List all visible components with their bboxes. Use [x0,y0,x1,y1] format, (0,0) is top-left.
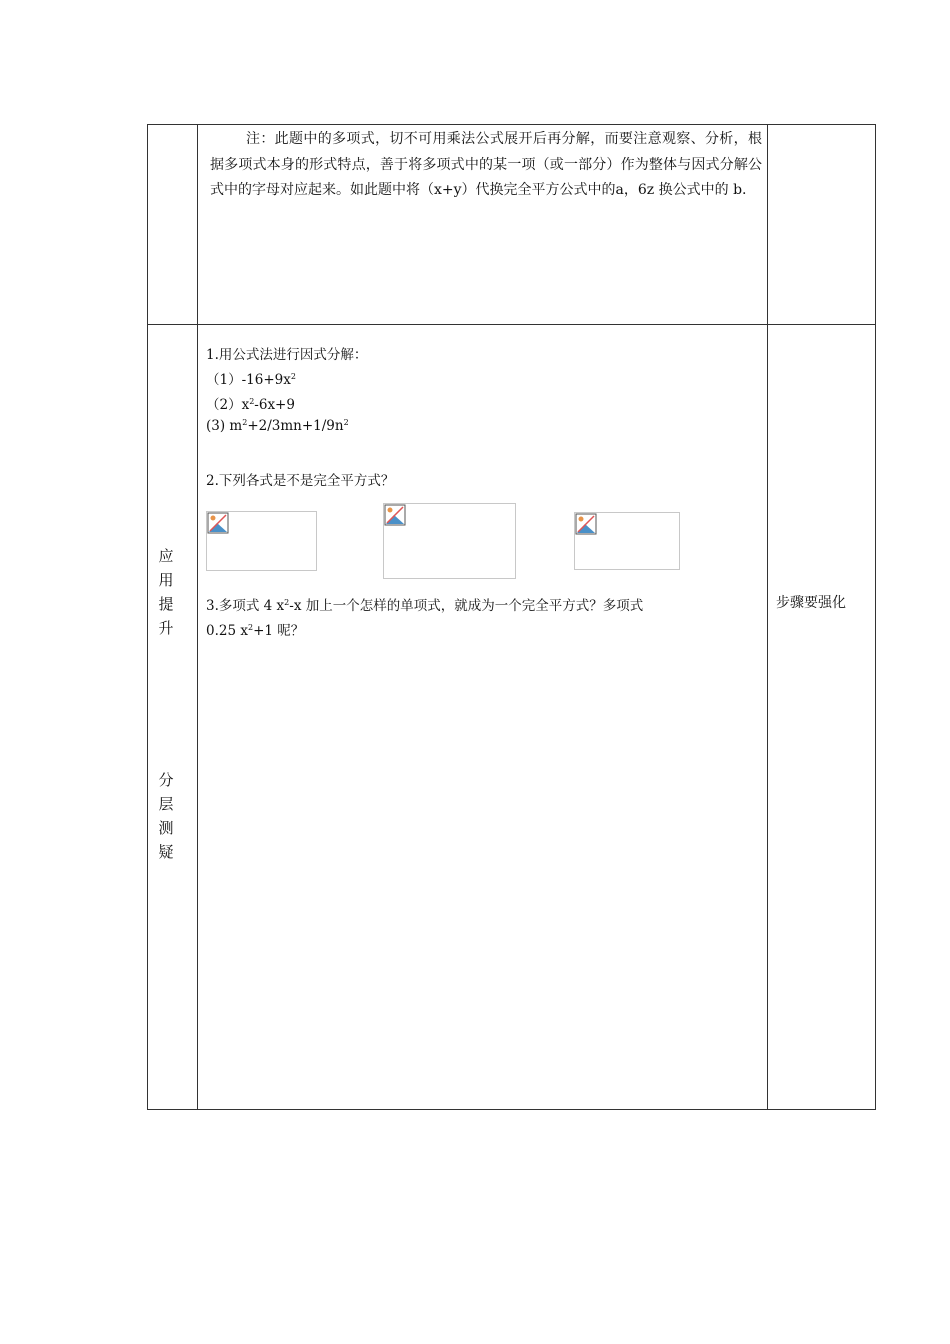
q1-item-1: $(1)-16+9x^2$ [206,372,296,388]
side-label-part2 [156,768,176,864]
note-text: 注：此题中的多项式，切不可用乘法公式展开后再分解，而要注意观察、分析，根据多项式本身的形式特点，善于将多项式中的某一项（或一部分）作为整体与因式分解公式中的字母对应起来。如此题中将（x+y）代换完全平方公式中的a，6z 换公式中的 b. [210,131,762,198]
side-char: 应 [158,547,174,565]
side-char: 提 [158,595,174,613]
q1-item-2: $(2)x^2-6x+9$ [206,397,295,413]
q3-line-2: 0.25 $x^2+1$ 呢？ [206,623,305,639]
formula-image-1 [206,511,317,571]
broken-image-icon [384,504,406,526]
q2-title: 2.下列各式是不是完全平方式？ [206,473,395,489]
side-char: 层 [158,795,174,813]
note-paragraph [210,127,762,204]
lesson-table [147,124,876,1110]
side-label-part1 [156,544,176,640]
q3-line-1: 3.多项式 4 $x^2-x$ 加上一个怎样的单项式，就成为一个完全平方式？多项式 [206,598,644,614]
column-divider [197,125,198,1109]
side-char: 升 [158,619,174,637]
teaching-note: 步骤要强化 [776,595,846,611]
row-divider [148,324,875,325]
broken-image-icon [575,513,597,535]
formula-image-3 [574,512,680,570]
formula-image-2 [383,503,516,579]
column-divider [767,125,768,1109]
side-char: 分 [158,771,174,789]
q1-title: 1.用公式法进行因式分解： [206,347,368,363]
side-char: 用 [158,571,174,589]
q1-item-3: (3) $m^2+2/3mn+1/9n^2$ [206,418,349,434]
side-char: 测 [158,819,174,837]
broken-image-icon [207,512,229,534]
side-char: 疑 [158,843,174,861]
